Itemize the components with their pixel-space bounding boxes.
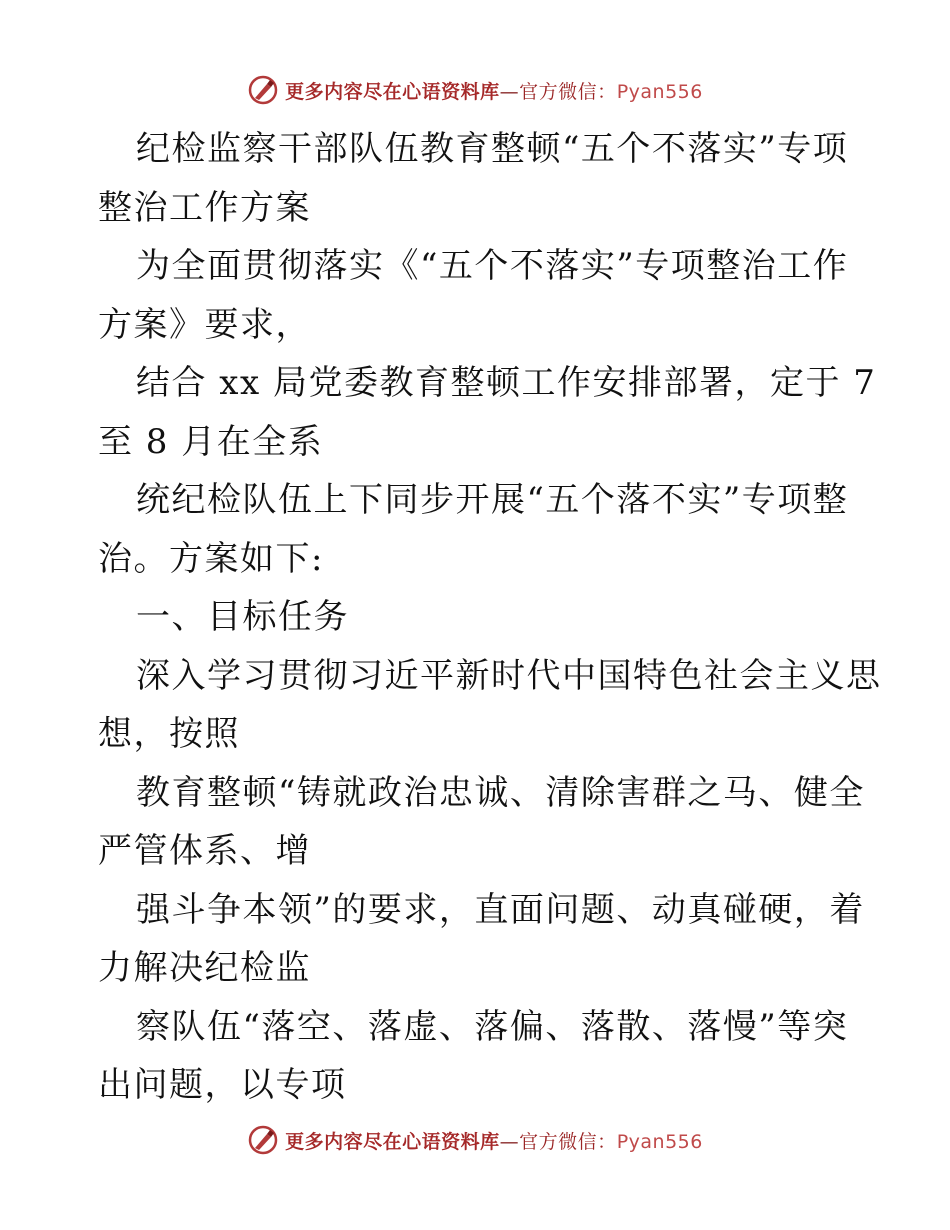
paragraph-line: 力解决纪检监 [98, 948, 311, 988]
paragraph-line: 想，按照 [98, 714, 240, 754]
banner-label: 官方微信： [519, 1130, 617, 1153]
pen-logo-icon [247, 74, 279, 106]
paragraph-line: 结合 xx 局党委教育整顿工作安排部署，定于 7 [136, 363, 877, 403]
section-heading: 一、目标任务 [136, 597, 349, 637]
paragraph-line: 至 8 月在全系 [98, 421, 324, 462]
banner-separator: — [499, 1130, 520, 1153]
paragraph-line: 强斗争本领”的要求，直面问题、动真碰硬，着 [136, 889, 865, 930]
banner-wechat-id: Pyan556 [616, 80, 703, 103]
header-banner [0, 70, 950, 110]
pen-logo-icon [247, 1124, 279, 1156]
banner-text [285, 77, 703, 104]
banner-wechat-id: Pyan556 [616, 1130, 703, 1153]
paragraph-line: 严管体系、增 [98, 831, 311, 871]
paragraph-line: 方案》要求， [98, 304, 311, 345]
banner-main: 更多内容尽在心语资料库 [285, 1130, 500, 1153]
footer-banner [0, 1120, 950, 1160]
paragraph-line: 统纪检队伍上下同步开展“五个落不实”专项整 [136, 480, 849, 520]
banner-text [285, 1127, 703, 1154]
paragraph-line: 治。方案如下: [98, 538, 324, 579]
paragraph-line: 深入学习贯彻习近平新时代中国特色社会主义思 [136, 655, 882, 696]
paragraph-line: 察队伍“落空、落虚、落偏、落散、落慢”等突 [136, 1006, 849, 1047]
banner-separator: — [499, 80, 520, 103]
paragraph-line: 出问题，以专项 [98, 1065, 347, 1105]
paragraph-line: 教育整顿“铸就政治忠诚、清除害群之马、健全 [136, 772, 865, 813]
paragraph-line: 为全面贯彻落实《“五个不落实”专项整治工作 [136, 246, 849, 286]
title-line-1: 纪检监察干部队伍教育整顿“五个不落实”专项 [136, 129, 849, 169]
document-body [98, 120, 882, 1115]
banner-label: 官方微信： [519, 80, 617, 103]
title-line-2: 整治工作方案 [98, 187, 311, 228]
banner-main: 更多内容尽在心语资料库 [285, 80, 500, 103]
